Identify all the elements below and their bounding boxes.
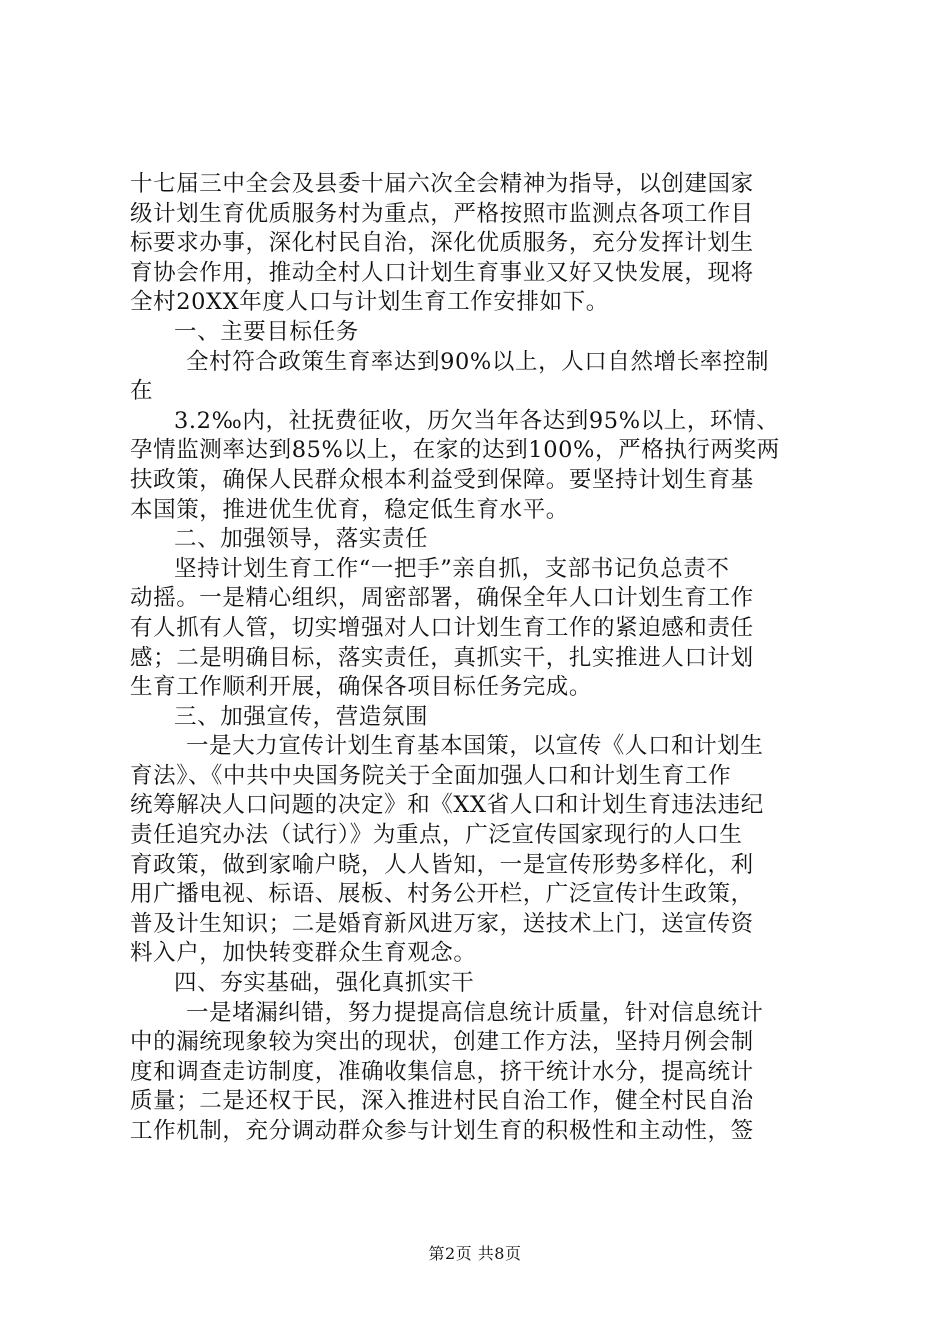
text-line: 感；二是明确目标，落实责任，真抓实干，扎实推进人口计划	[130, 644, 754, 671]
paragraph-publicity	[130, 732, 830, 969]
text-line: 级计划生育优质服务村为重点，严格按照市监测点各项工作目	[130, 200, 754, 227]
text-line: 有人抓有人管，切实增强对人口计划生育工作的紧迫感和责任	[130, 614, 754, 641]
text-line: 质量；二是还权于民，深入推进村民自治工作，健全村民自治	[130, 1088, 754, 1115]
section-heading-1: 一、主要目标任务	[174, 318, 359, 345]
text-line: 全村符合政策生育率达到90%以上，人口自然增长率控制	[186, 348, 770, 375]
text-line: 工作机制，充分调动群众参与计划生育的积极性和主动性，签	[130, 1118, 754, 1144]
paragraph-intro	[130, 170, 830, 318]
text-line: 全村20XX年度人口与计划生育工作安排如下。	[130, 289, 609, 316]
text-line: 责任追究办法（试行）》为重点，广泛宣传国家现行的人口生	[130, 822, 743, 849]
text-line: 生育工作顺利开展，确保各项目标任务完成。	[130, 674, 593, 701]
text-line: 一是堵漏纠错，努力提提高信息统计质量，针对信息统计	[186, 999, 764, 1026]
text-line: 度和调查走访制度，准确收集信息，挤干统计水分，提高统计	[130, 1058, 754, 1085]
section-heading-2: 二、加强领导，落实责任	[174, 526, 429, 553]
text-line: 在	[130, 378, 154, 405]
text-line: 育协会作用，推动全村人口计划生育事业又好又快发展，现将	[130, 259, 754, 286]
section-heading-4: 四、夯实基础，强化真抓实干	[174, 970, 475, 997]
paragraph-foundation	[130, 999, 830, 1147]
paragraph-targets-cont	[130, 407, 830, 525]
text-line: 本国策，推进优生优育，稳定低生育水平。	[130, 496, 569, 523]
document-body	[130, 170, 830, 1147]
page-number-footer: 第2页 共8页	[428, 1244, 522, 1263]
text-line: 扶政策，确保人民群众根本利益受到保障。要坚持计划生育基	[130, 466, 754, 493]
text-line: 孕情监测率达到85%以上，在家的达到100%，严格执行两奖两	[130, 437, 780, 464]
text-line: 十七届三中全会及县委十届六次全会精神为指导，以创建国家	[130, 171, 754, 197]
text-line: 料入户，加快转变群众生育观念。	[130, 940, 477, 967]
text-line: 育政策，做到家喻户晓，人人皆知，一是宣传形势多样化，利	[130, 851, 754, 878]
section-heading-3: 三、加强宣传，营造氛围	[174, 703, 429, 730]
text-line: 用广播电视、标语、展板、村务公开栏，广泛宣传计生政策，	[130, 881, 754, 908]
paragraph-targets	[130, 348, 830, 407]
text-line: 普及计生知识；二是婚育新风进万家，送技术上门，送宣传资	[130, 910, 754, 937]
text-line: 中的漏统现象较为突出的现状，创建工作方法，坚持月例会制	[130, 1029, 754, 1056]
text-line: 标要求办事，深化村民自治，深化优质服务，充分发挥计划生	[130, 230, 754, 257]
text-line: 动摇。一是精心组织，周密部署，确保全年人口计划生育工作	[130, 585, 754, 612]
text-line: 统筹解决人口问题的决定》和《XX省人口和计划生育违法违纪	[130, 792, 764, 819]
text-line: 3.2‰内，社抚费征收，历欠当年各达到95%以上，环情、	[174, 407, 780, 434]
text-line: 一是大力宣传计划生育基本国策，以宣传《人口和计划生	[186, 733, 764, 760]
text-line: 育法》、《中共中央国务院关于全面加强人口和计划生育工作	[130, 762, 732, 789]
paragraph-leadership	[130, 555, 830, 703]
text-line: 坚持计划生育工作“一把手”亲自抓，支部书记负总责不	[174, 555, 730, 582]
